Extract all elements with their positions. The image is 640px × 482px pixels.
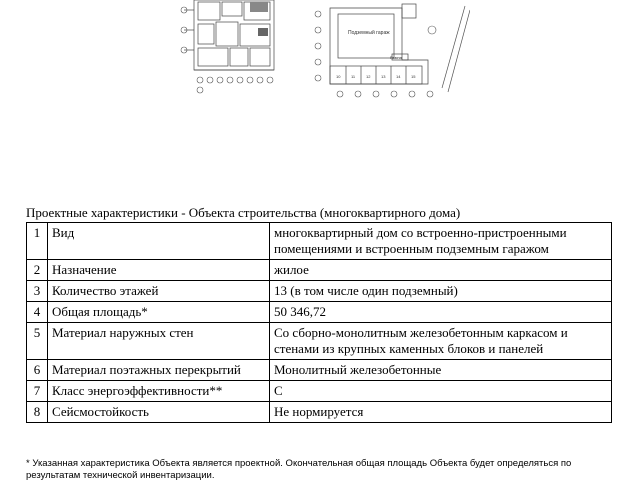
row-number: 15 xyxy=(411,74,416,79)
row-label: Сейсмостойкость xyxy=(48,402,270,423)
row-value: Не нормируется xyxy=(270,402,612,423)
row-label: Вид xyxy=(48,223,270,260)
row-label: Материал поэтажных перекрытий xyxy=(48,360,270,381)
row-label: Материал наружных стен xyxy=(48,323,270,360)
row-number: 2 xyxy=(27,260,48,281)
row-number: 11 xyxy=(351,74,356,79)
row-number: 12 xyxy=(366,74,371,79)
floor-plan-svg xyxy=(180,0,470,100)
table-row xyxy=(27,302,612,323)
table-row xyxy=(27,402,612,423)
ramp-label: Рампа xyxy=(390,55,402,60)
row-number: 4 xyxy=(27,302,48,323)
row-number: 3 xyxy=(27,281,48,302)
row-number: 14 xyxy=(396,74,401,79)
row-number: 7 xyxy=(27,381,48,402)
row-number: 13 xyxy=(381,74,386,79)
table-row xyxy=(27,323,612,360)
garage-label: Подземный гараж xyxy=(348,30,390,36)
table-row xyxy=(27,260,612,281)
row-number: 1 xyxy=(27,223,48,260)
row-number: 10 xyxy=(336,74,341,79)
row-value: 13 (в том числе один подземный) xyxy=(270,281,612,302)
table-row xyxy=(27,381,612,402)
row-value: Монолитный железобетонные xyxy=(270,360,612,381)
row-value: С xyxy=(270,381,612,402)
row-label: Назначение xyxy=(48,260,270,281)
table-row xyxy=(27,360,612,381)
table-row xyxy=(27,281,612,302)
row-number: 5 xyxy=(27,323,48,360)
row-number: 8 xyxy=(27,402,48,423)
row-value: Со сборно-монолитным железобетонным каркасом и стенами из крупных каменных блоков и панелей xyxy=(270,323,612,360)
table-row xyxy=(27,223,612,260)
properties-table xyxy=(26,222,612,423)
footnote: * Указанная характеристика Объекта является проектной. Окончательная общая площадь Объекта будет определяться по результатам технической инвентаризации. xyxy=(26,458,572,481)
floor-plan-drawing xyxy=(180,0,470,100)
row-label: Количество этажей xyxy=(48,281,270,302)
row-value: 50 346,72 xyxy=(270,302,612,323)
row-number: 6 xyxy=(27,360,48,381)
row-label: Общая площадь* xyxy=(48,302,270,323)
row-label: Класс энергоэффективности** xyxy=(48,381,270,402)
table-caption: Проектные характеристики - Объекта строительства (многоквартирного дома) xyxy=(26,205,461,220)
row-value: многоквартирный дом со встроенно-пристроенными помещениями и встроенным подземным гаражом xyxy=(270,223,612,260)
row-value: жилое xyxy=(270,260,612,281)
